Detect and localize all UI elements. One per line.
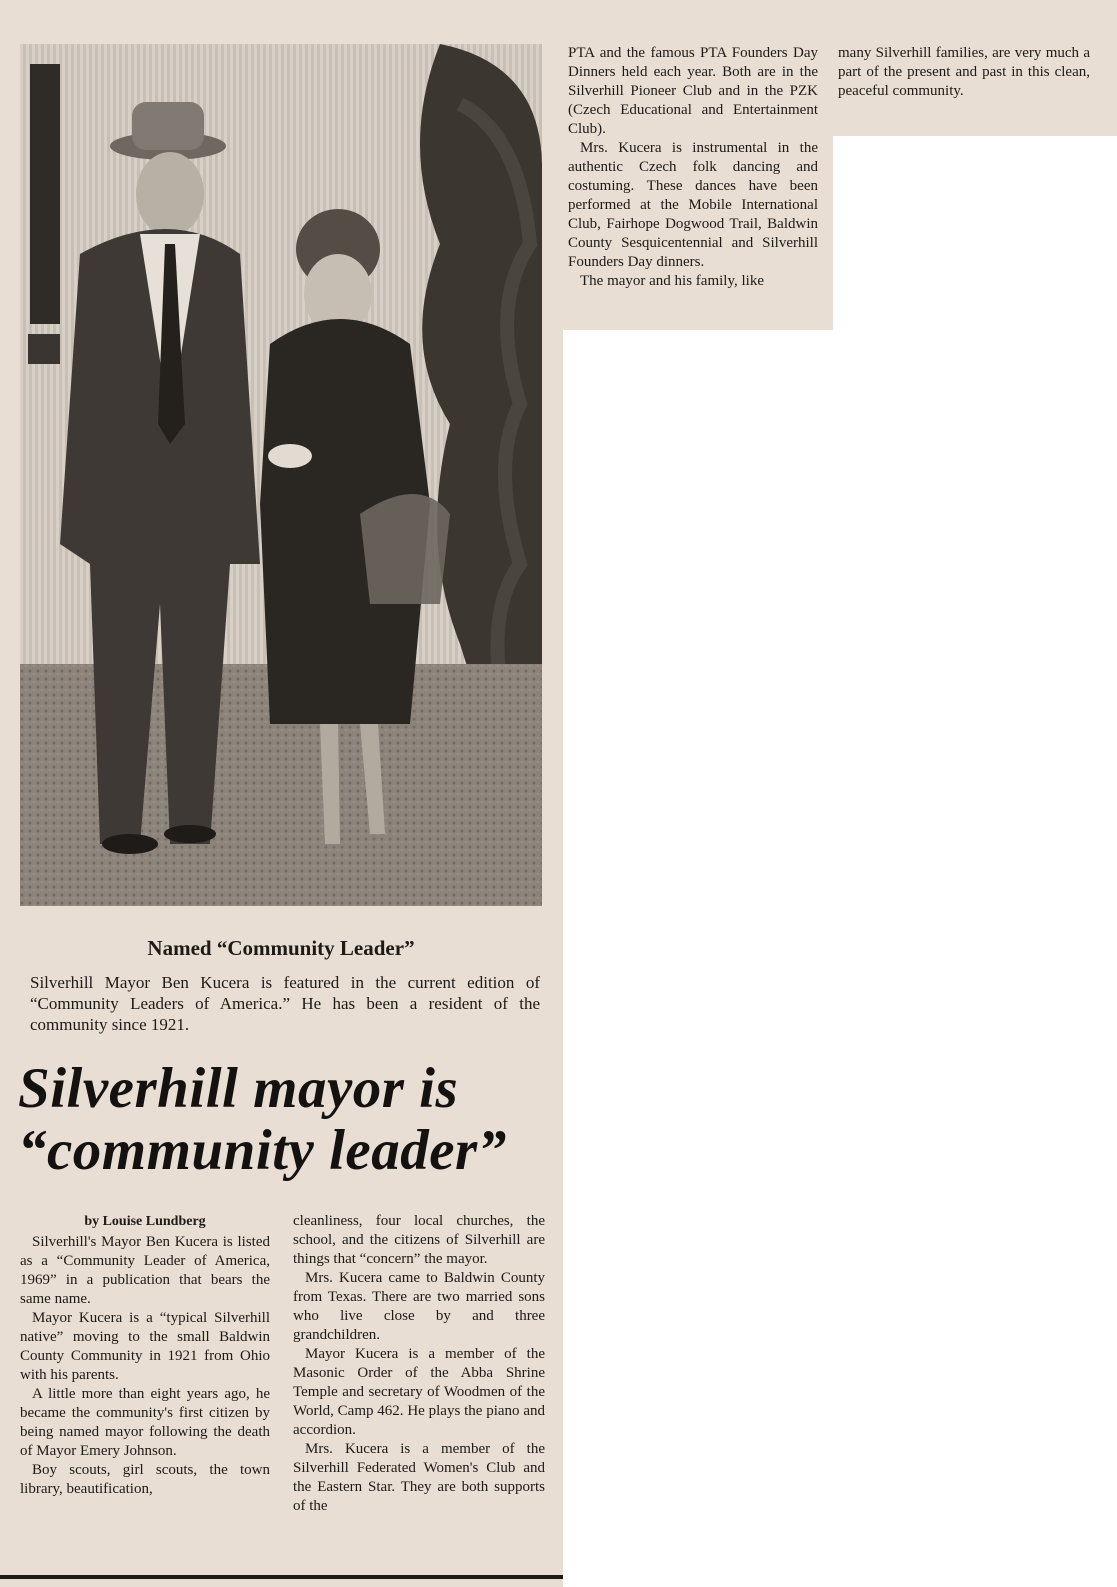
bottom-rule [0, 1575, 563, 1579]
paragraph: PTA and the famous PTA Founders Day Dinners held each year. Both are in the Silverhill Pioneer Club and in the PZK (Czech Educational and Entertainment Club). [568, 45, 818, 137]
paragraph: many Silverhill families, are very much a part of the present and past in this clean, peaceful community. [838, 45, 1090, 99]
photo-illustration [20, 44, 542, 906]
paragraph: Mrs. Kucera came to Baldwin County from Texas. There are two married sons who live close by and three grandchildren. [293, 1270, 545, 1343]
article-column-3 [568, 44, 818, 291]
paragraph: Mrs. Kucera is instrumental in the authentic Czech folk dancing and costuming. These dances have been performed at the Mobile International Club, Fairhope Dogwood Trail, Baldwin County Sesquicentennial and Silverhill Founders Day dinners. [568, 140, 818, 270]
headline-line-2: “community leader” [18, 1119, 507, 1182]
photo-caption-title: Named “Community Leader” [147, 936, 415, 960]
paragraph: Mayor Kucera is a member of the Masonic Order of the Abba Shrine Temple and secretary of Woodmen of the World, Camp 462. He plays the piano and accordion. [293, 1346, 545, 1438]
photo-caption-body: Silverhill Mayor Ben Kucera is featured in the current edition of “Community Leaders of America.” He has been a resident of the community since 1921. [30, 973, 540, 1034]
byline: by Louise Lundberg [84, 1214, 206, 1229]
headline-line-1: Silverhill mayor is [18, 1057, 459, 1120]
news-photo [20, 44, 542, 906]
article-column-4 [838, 44, 1090, 101]
paragraph: Silverhill's Mayor Ben Kucera is listed as a “Community Leader of America, 1969” in a publication that bears the same name. [20, 1234, 270, 1307]
paragraph: Mrs. Kucera is a member of the Silverhill Federated Women's Club and the Eastern Star. They are both supports of the [293, 1441, 545, 1514]
article-column-1 [20, 1212, 270, 1499]
headline [18, 1058, 558, 1182]
paragraph: The mayor and his family, like [580, 273, 764, 289]
paragraph: cleanliness, four local churches, the school, and the citizens of Silverhill are things that “concern” the mayor. [293, 1213, 545, 1267]
paragraph: Mayor Kucera is a “typical Silverhill native” moving to the small Baldwin County Community in 1921 from Ohio with his parents. [20, 1310, 270, 1383]
paragraph: Boy scouts, girl scouts, the town library, beautification, [20, 1462, 270, 1497]
paragraph: A little more than eight years ago, he became the community's first citizen by being named mayor following the death of Mayor Emery Johnson. [20, 1386, 270, 1459]
window-shape [30, 64, 60, 324]
article-column-2 [293, 1212, 545, 1516]
